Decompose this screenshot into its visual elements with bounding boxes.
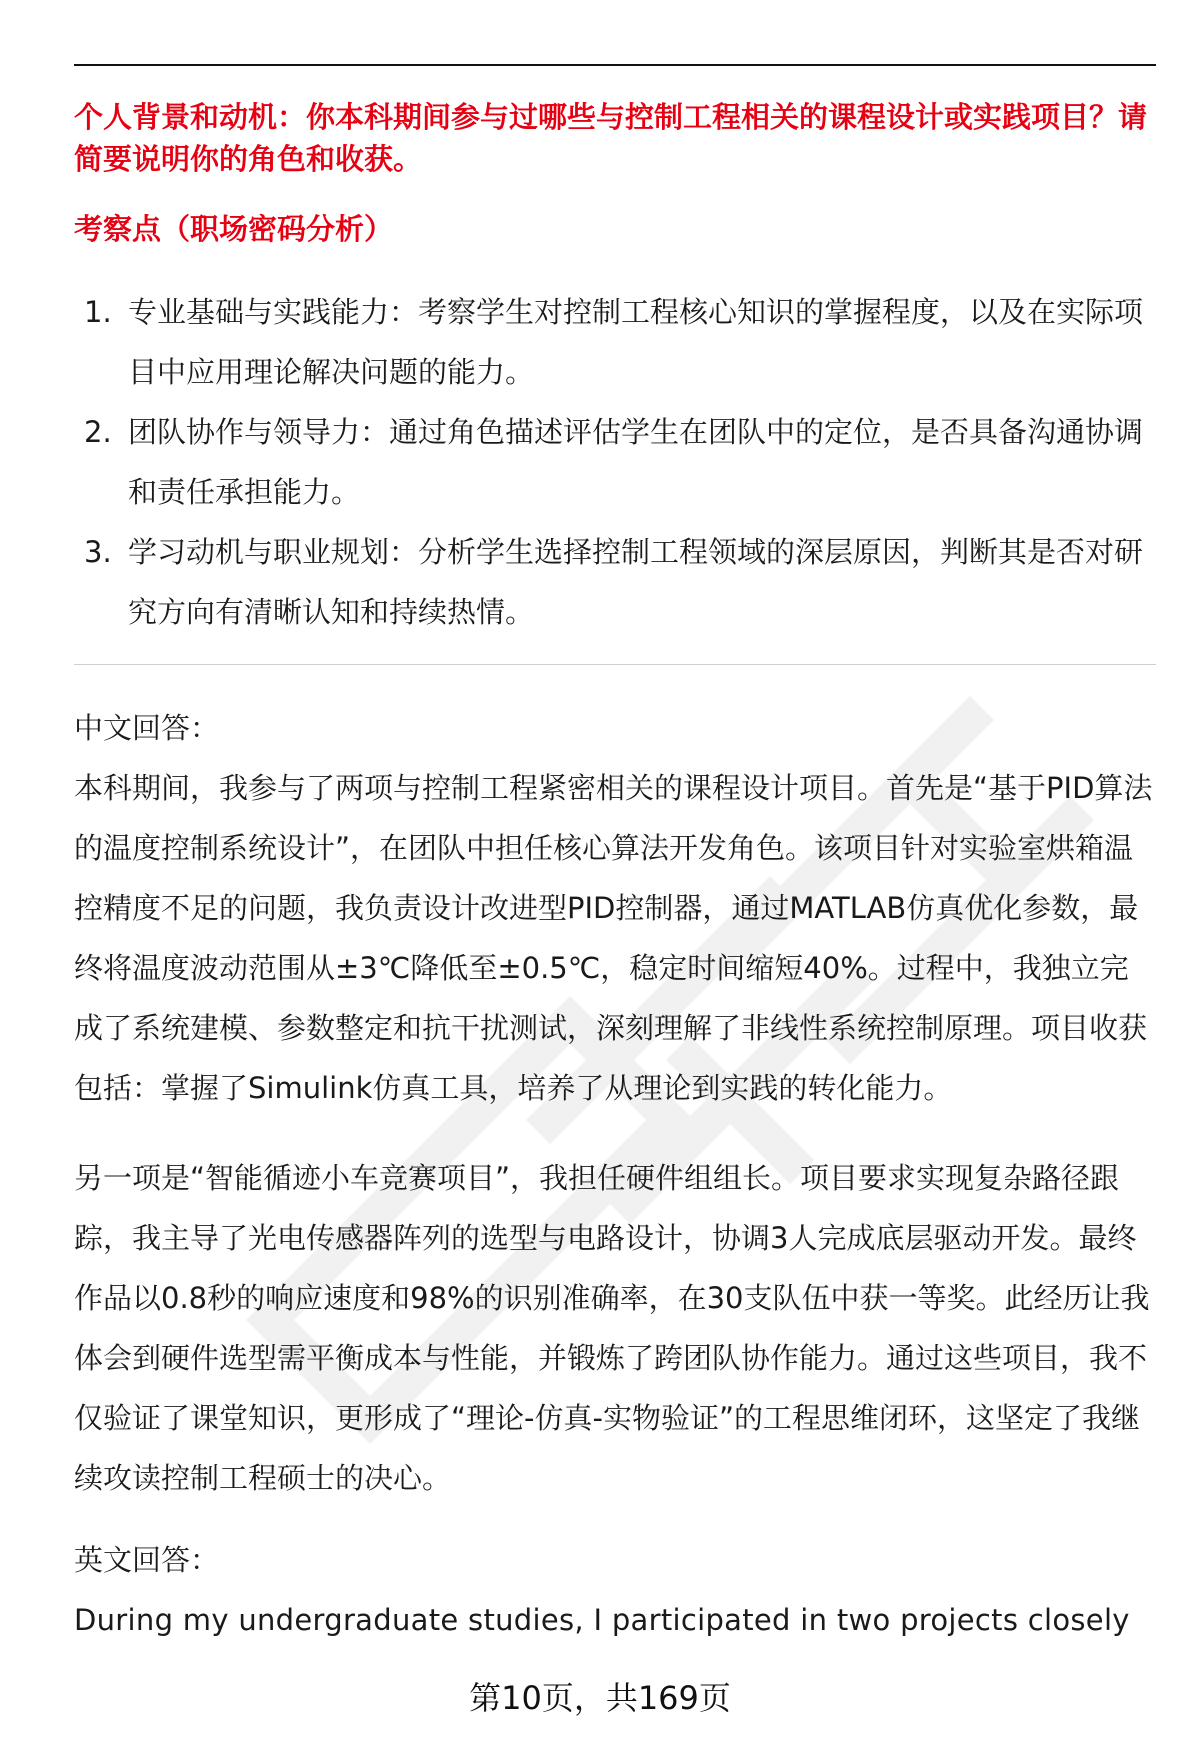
assessment-point bbox=[74, 282, 1156, 402]
assessment-points-list bbox=[74, 282, 1156, 642]
assessment-point bbox=[74, 522, 1156, 642]
point-number: 2. bbox=[84, 415, 112, 449]
chinese-answer-paragraph: 另一项是“智能循迹小车竞赛项目”，我担任硬件组组长。项目要求实现复杂路径跟踪，我主导了光电传感器阵列的选型与电路设计，协调3人完成底层驱动开发。最终作品以0.8秒的响应速度和98%的识别准确率，在30支队伍中获一等奖。此经历让我体会到硬件选型需平衡成本与性能，并锻炼了跨团队协作能力。通过这些项目，我不仅验证了课堂知识，更形成了“理论-仿真-实物验证”的工程思维闭环，这坚定了我继续攻读控制工程硕士的决心。 bbox=[74, 1161, 1150, 1495]
english-answer-label: 英文回答： bbox=[74, 1543, 220, 1577]
point-text: 专业基础与实践能力：考察学生对控制工程核心知识的掌握程度，以及在实际项目中应用理论解决问题的能力。 bbox=[128, 295, 1144, 389]
section-divider bbox=[74, 664, 1156, 665]
point-text: 团队协作与领导力：通过角色描述评估学生在团队中的定位，是否具备沟通协调和责任承担能力。 bbox=[128, 415, 1144, 509]
assessment-point bbox=[74, 402, 1156, 522]
point-text: 学习动机与职业规划：分析学生选择控制工程领域的深层原因，判断其是否对研究方向有清晰认知和持续热情。 bbox=[128, 535, 1144, 629]
assessment-points-title: 考察点（职场密码分析） bbox=[74, 212, 394, 246]
point-number: 1. bbox=[84, 295, 112, 329]
chinese-answer-label: 中文回答： bbox=[74, 711, 220, 745]
chinese-answer-paragraph: 本科期间，我参与了两项与控制工程紧密相关的课程设计项目。首先是“基于PID算法的温度控制系统设计”，在团队中担任核心算法开发角色。该项目针对实验室烘箱温控精度不足的问题，我负责设计改进型PID控制器，通过MATLAB仿真优化参数，最终将温度波动范围从±3℃降低至±0.5℃，稳定时间缩短40%。过程中，我独立完成了系统建模、参数整定和抗干扰测试，深刻理解了非线性系统控制原理。项目收获包括：掌握了Simulink仿真工具，培养了从理论到实践的转化能力。 bbox=[74, 771, 1153, 1105]
question-heading: 个人背景和动机：你本科期间参与过哪些与控制工程相关的课程设计或实践项目？请简要说明你的角色和收获。 bbox=[74, 100, 1148, 176]
top-divider bbox=[74, 64, 1156, 66]
english-answer-paragraph: During my undergraduate studies, I participated in two projects closely bbox=[74, 1603, 1130, 1637]
point-number: 3. bbox=[84, 535, 112, 569]
page-number-footer: 第10页，共169页 bbox=[469, 1679, 731, 1717]
